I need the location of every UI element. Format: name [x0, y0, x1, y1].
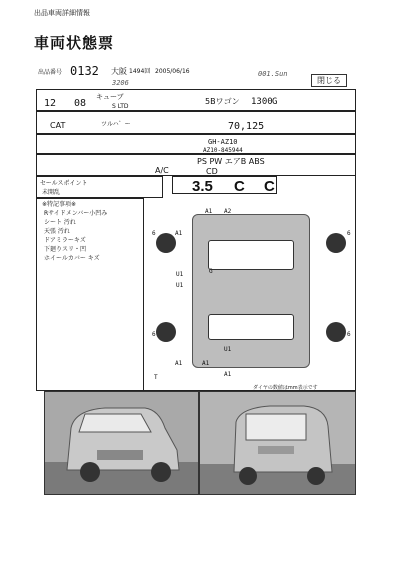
spec-body-type: 5Bワゴン [205, 97, 240, 106]
lot-label: 出品番号 [38, 69, 63, 76]
spec-row-2 [36, 111, 356, 134]
spec-vin: AZ10-845944 [203, 147, 243, 154]
spec-ac: A/C [155, 166, 169, 175]
rear-car-icon [200, 392, 355, 494]
note-item: シート 汚れ [44, 219, 76, 226]
car-outline [192, 214, 310, 368]
auction-date: 2005/06/16 [155, 68, 190, 75]
spec-audio: CD [206, 167, 218, 176]
spec-color: ツルハ゛ー [101, 121, 131, 128]
damage-mark: A1 [175, 230, 183, 237]
spec-row-3 [36, 134, 356, 154]
damage-mark: A1 [205, 208, 213, 215]
damage-mark: U1 [176, 282, 184, 289]
note-item: 天張 汚れ [44, 228, 70, 235]
grade-box [172, 176, 277, 194]
wheel-rear-left-icon [156, 322, 176, 342]
note-item: 下廻りスリ・凹 [44, 246, 87, 253]
venue-code: 1494回 [129, 68, 151, 75]
damage-mark: U1 [176, 271, 184, 278]
diagram-caption: ダイヤの数値はmm表示です [253, 385, 318, 391]
wheel-rear-right-icon [326, 322, 346, 342]
rear-window [208, 314, 294, 340]
damage-mark: 6 [152, 331, 156, 338]
spec-transmission: CAT [50, 121, 66, 130]
handwritten-note-left: 3206 [112, 79, 129, 87]
rear-photo [199, 391, 356, 495]
venue: 大阪 [111, 67, 127, 76]
lot-number: 0132 [70, 64, 99, 78]
damage-mark: A2 [224, 208, 232, 215]
damage-mark: T [154, 374, 158, 381]
site-title: 出品車両詳細情報 [34, 9, 90, 17]
special-notes-label: ※特記事項※ [42, 201, 77, 208]
notes-box [36, 198, 144, 391]
note-item: ホイールカバー キズ [44, 255, 100, 262]
sales-point-value: 未開乱 [42, 189, 61, 196]
handwritten-note-right: 001.Sun [258, 70, 288, 78]
damage-mark: A1 [202, 360, 210, 367]
spec-row-4 [36, 154, 356, 176]
damage-mark: A1 [175, 360, 183, 367]
damage-mark: G [209, 268, 213, 275]
damage-mark: 6 [152, 230, 156, 237]
exterior-grade: C [264, 178, 275, 195]
windshield [208, 240, 294, 270]
damage-mark: U1 [224, 346, 232, 353]
grade-score: 3.5 [192, 178, 213, 195]
note-item: ドアミラーキズ [44, 237, 86, 244]
note-item: Rサイドメンバー小凹み [44, 210, 108, 217]
damage-mark: 6 [347, 230, 351, 237]
spec-fuel: G [272, 97, 278, 107]
spec-grade: S LTD [112, 103, 129, 110]
spec-mileage: 70,125 [228, 121, 265, 132]
front-photo [44, 391, 199, 495]
spec-year: 12 [44, 98, 57, 109]
wheel-front-left-icon [156, 233, 176, 253]
spec-month: 08 [74, 98, 87, 109]
interior-grade: C [234, 178, 245, 195]
damage-mark: A1 [224, 371, 232, 378]
spec-chassis-code: GH-AZ10 [208, 138, 238, 146]
wheel-front-right-icon [326, 233, 346, 253]
close-button[interactable]: 閉じる [311, 74, 347, 87]
spec-engine-cc: 1300 [251, 97, 273, 107]
spec-make: キューブ [96, 93, 124, 101]
front-car-icon [45, 392, 198, 494]
sheet-title: 車両状態票 [34, 34, 115, 52]
car-diagram [148, 200, 353, 382]
sales-point-label: セールスポイント [40, 180, 88, 187]
damage-mark: 6 [347, 331, 351, 338]
spec-options: PS PW エアB ABS [197, 157, 265, 166]
